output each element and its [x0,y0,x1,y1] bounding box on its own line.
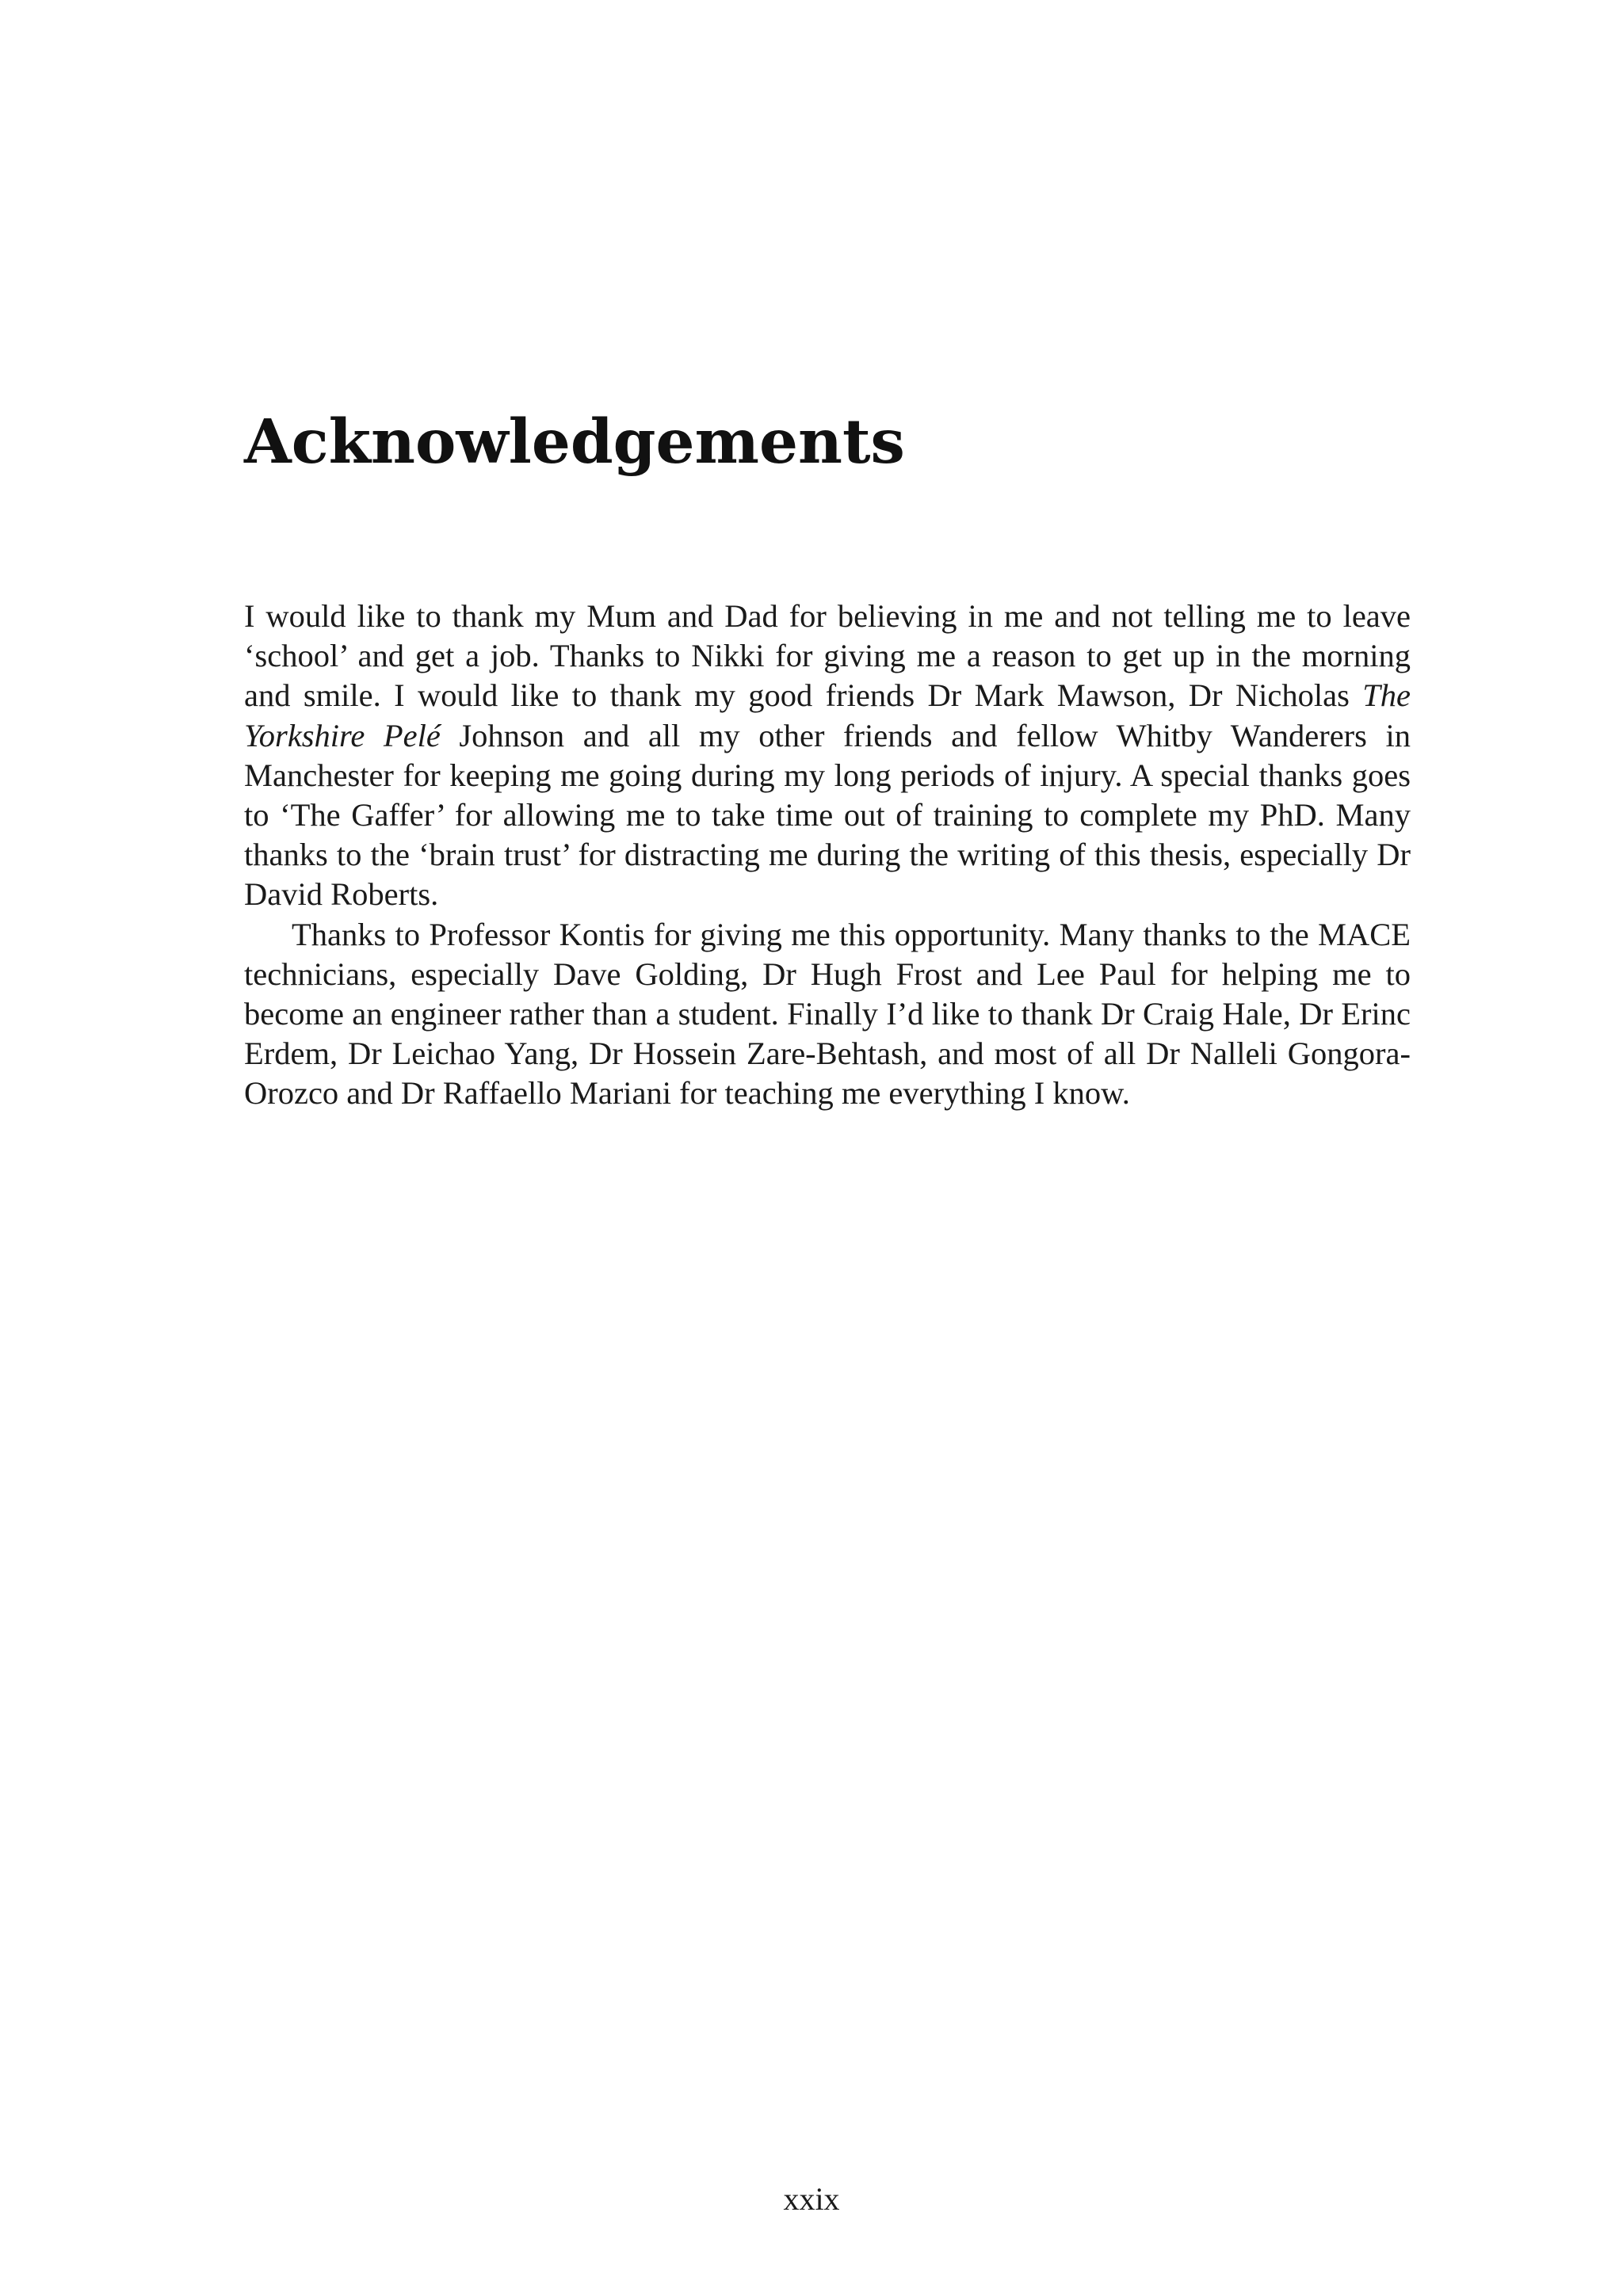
paragraph-1-text-end: Johnson and all my other friends and fellow Whitby Wanderers in Manchester for keeping me going during my long periods of injury. A special thanks goes to ‘The Gaffer’ for allowing me to take time out of training to complete my PhD. Many thanks to the ‘brain trust’ for distracting me during the writing of this thesis, especially Dr David Roberts. [244,717,1411,913]
acknowledgements-body [244,597,1411,1114]
page-number: xxix [783,2181,840,2217]
paragraph-1-text-start: I would like to thank my Mum and Dad for believing in me and not telling me to leave ‘school’ and get a job. Thanks to Nikki for giving me a reason to get up in the morning and smile. I would like to thank my good friends Dr Mark Mawson, Dr Nicholas [244,598,1411,714]
paragraph-2-text: Thanks to Professor Kontis for giving me this opportunity. Many thanks to the MACE technicians, especially Dave Golding, Dr Hugh Frost and Lee Paul for helping me to become an engineer rather than a student. Finally I’d like to thank Dr Craig Hale, Dr Erinc Erdem, Dr Leichao Yang, Dr Hossein Zare-Behtash, and most of all Dr Nalleli Gongora-Orozco and Dr Raffaello Mariani for teaching me everything I know. [244,916,1411,1112]
paragraph-1-italic-nickname: The Yorkshire Pelé [244,677,1411,753]
paragraph-2 [244,915,1411,1114]
page-title: Acknowledgements [244,406,905,478]
paragraph-1 [244,597,1411,915]
